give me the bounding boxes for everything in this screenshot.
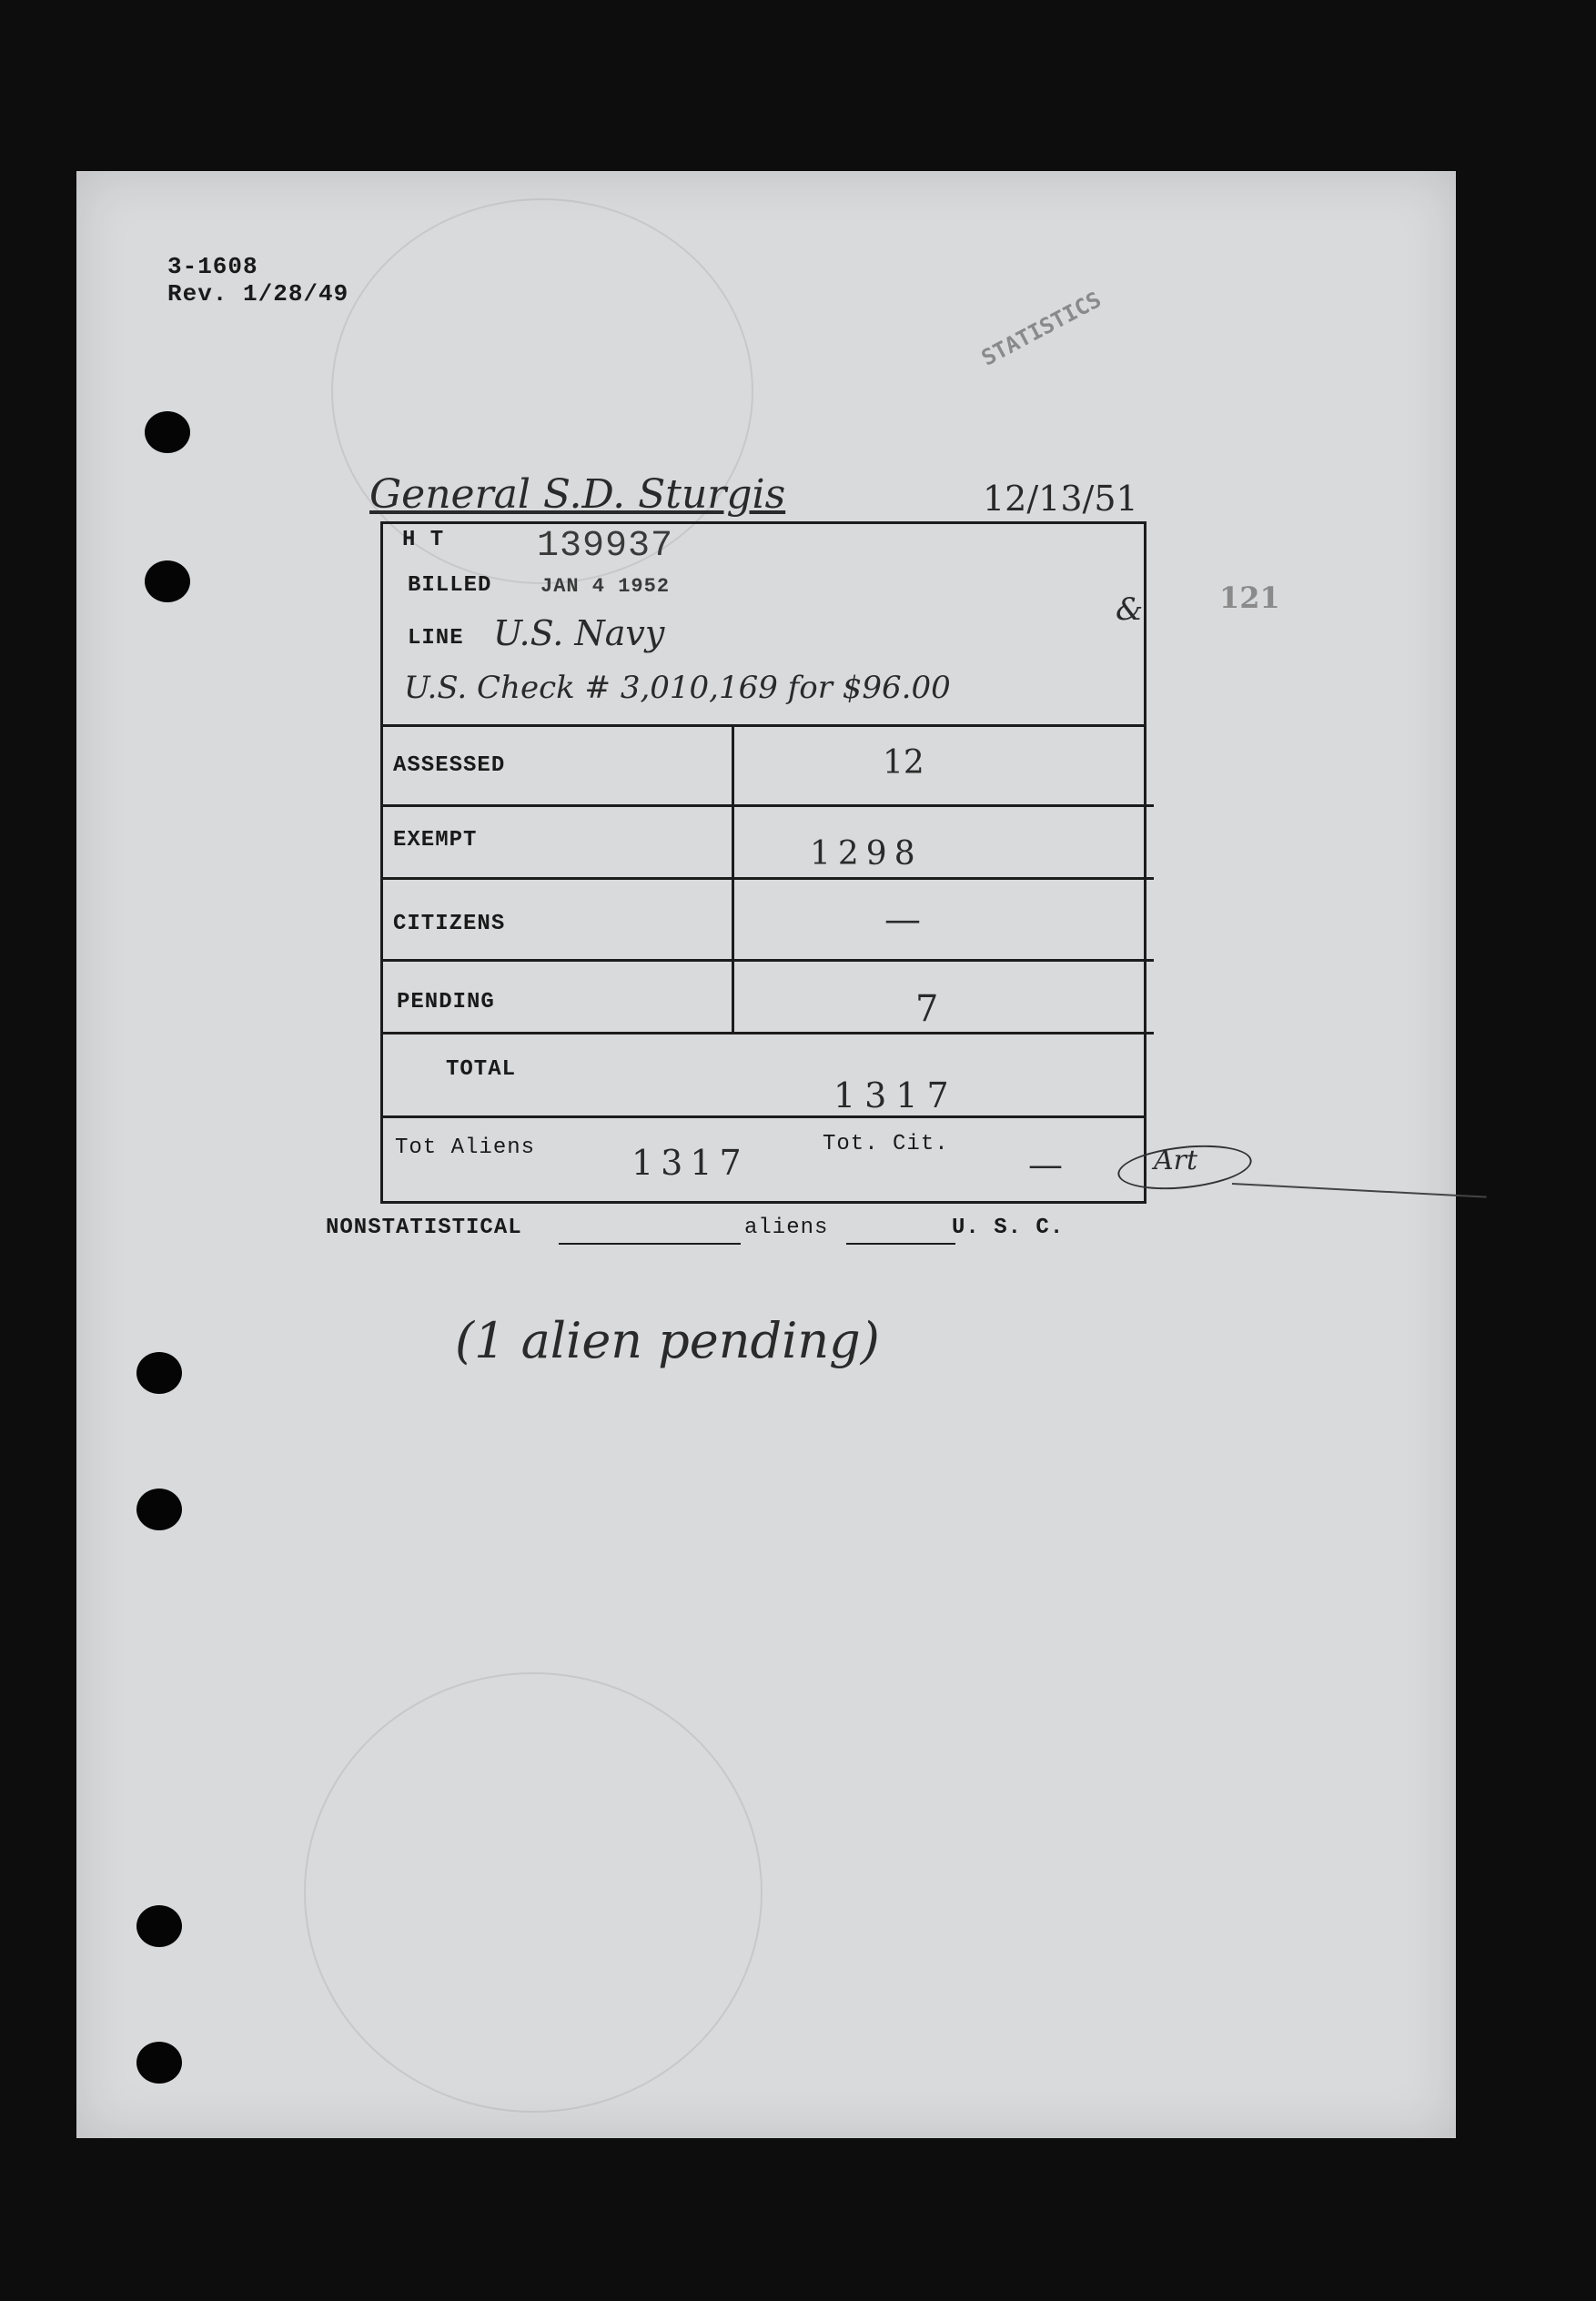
box-top [380, 521, 1146, 524]
usc-label: U. S. C. [952, 1216, 1065, 1240]
table-row-label: ASSESSED [393, 753, 506, 778]
tot-aliens-label: Tot Aliens [395, 1135, 536, 1160]
table-row-value: — [884, 899, 921, 941]
billed-label: BILLED [408, 573, 492, 598]
box-left [380, 521, 383, 1204]
tot-aliens-value: 1317 [631, 1143, 749, 1183]
aliens-blank [846, 1243, 955, 1245]
table-row-label: PENDING [397, 990, 495, 1014]
punch-hole [136, 1489, 182, 1530]
margin-mark: & [1116, 591, 1144, 628]
punch-hole [145, 560, 190, 602]
billed-date: JAN 4 1952 [540, 575, 671, 598]
initials: Art [1154, 1145, 1198, 1176]
table-row-value: 12 [883, 744, 924, 782]
punch-hole [136, 1905, 182, 1947]
faint-seal-bottom [304, 1672, 763, 2113]
pending-note: (1 alien pending) [455, 1312, 880, 1369]
table-rule [380, 724, 1146, 727]
total-label: TOTAL [446, 1057, 517, 1082]
ship-name: General S.D. Sturgis [369, 471, 786, 518]
nonstatistical-blank [559, 1243, 741, 1245]
total-value: 1317 [833, 1075, 958, 1115]
statistics-stamp: STATISTICS [977, 287, 1106, 371]
table-row-label: CITIZENS [393, 912, 506, 936]
line-label: LINE [408, 626, 464, 651]
table-divider [732, 724, 734, 1034]
nonstatistical-label: NONSTATISTICAL [326, 1216, 522, 1240]
table-row-label: EXEMPT [393, 828, 478, 853]
table-row-value: 7 [915, 988, 939, 1030]
table-rule [380, 1032, 1154, 1034]
tot-cit-label: Tot. Cit. [823, 1132, 949, 1156]
document-page [76, 171, 1456, 2138]
box-bottom [380, 1201, 1146, 1204]
form-number: 3-1608 [167, 253, 258, 280]
page-number-stamp: 121 [1219, 580, 1280, 615]
ht-label: H T [402, 528, 445, 552]
ht-number: 139937 [537, 526, 674, 567]
form-revision: Rev. 1/28/49 [167, 280, 349, 308]
aliens-label: aliens [744, 1216, 829, 1240]
initials-tail [1232, 1183, 1487, 1198]
punch-hole [136, 1352, 182, 1394]
table-rule [380, 804, 1154, 807]
box-right [1144, 521, 1146, 1204]
table-row-value: 1298 [810, 835, 923, 873]
table-rule [380, 877, 1154, 880]
punch-hole [136, 2042, 182, 2084]
table-rule [380, 959, 1154, 962]
punch-hole [145, 411, 190, 453]
line-value: U.S. Navy [493, 613, 665, 653]
check-note: U.S. Check # 3,010,169 for $96.00 [404, 670, 951, 706]
header-date: 12/13/51 [983, 479, 1138, 519]
tot-cit-value: — [1028, 1145, 1063, 1185]
table-rule [380, 1115, 1146, 1118]
